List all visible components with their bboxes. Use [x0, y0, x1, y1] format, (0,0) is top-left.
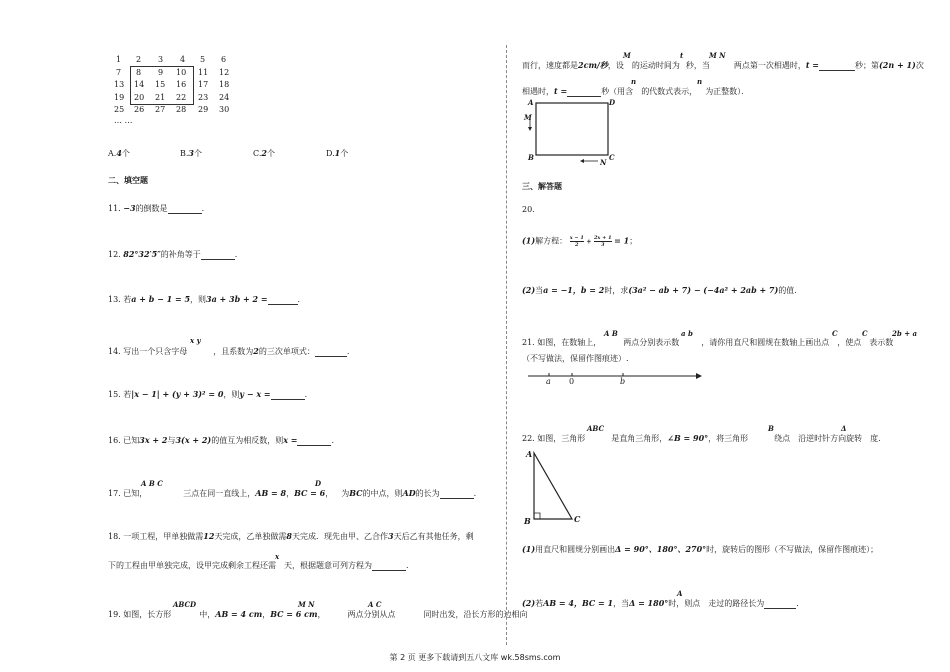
question-20: 20.	[522, 205, 535, 214]
q22-delta: Δ	[841, 424, 847, 433]
triangle-label-a: A	[526, 449, 533, 459]
fraction-1-denominator: 2	[575, 242, 579, 248]
q19r-n: n	[631, 77, 637, 86]
question-22: 22. 如图，三角形 是直角三角形，∠B = 90°，将三角形 绕点 沿逆时针方向旋转 度.	[522, 433, 881, 443]
column-divider	[506, 45, 507, 645]
rect-label-b: B	[528, 153, 534, 162]
grid-cell: 1	[116, 55, 122, 64]
question-20-part-2: (2)当a = −1，b = 2时，求(3a² − ab + 7) − (−4a² + 2ab + 7)的值.	[522, 285, 797, 295]
grid-ellipsis: … …	[114, 116, 133, 125]
q22-abc: ABC	[587, 424, 605, 433]
triangle-label-b: B	[524, 516, 531, 526]
question-19-cont-line-2: 相遇时，t = 秒（用含 的代数式表示， 为正整数）．	[522, 86, 750, 96]
triangle-label-c: C	[574, 514, 581, 524]
grid-cell: 9	[158, 68, 164, 77]
option-a: A.4个	[108, 148, 130, 158]
rect-label-a: A	[528, 98, 534, 107]
grid-cell: 29	[198, 105, 209, 114]
grid-cell: 7	[116, 68, 122, 77]
grid-cell: 16	[176, 80, 187, 89]
question-20-part-1: (1)解方程： $\frac{x - 1}{2}$ + $\frac{2x + 1}{3}$ = 1；	[522, 235, 638, 248]
grid-cell: 18	[219, 80, 230, 89]
q19-ac: A C	[368, 600, 382, 609]
grid-cell: 19	[114, 93, 125, 102]
q19-abcd: ABCD	[173, 600, 197, 609]
q21-c1: C	[832, 329, 838, 338]
question-22-part-1: (1)用直尺和圆规分别画出Δ = 90°、180°、270°时，旋转后的图形（不写做法，保留作图痕迹）；	[522, 544, 879, 554]
grid-cell: 10	[176, 68, 187, 77]
arrow-m-head	[528, 127, 532, 131]
grid-cell: 17	[198, 80, 209, 89]
rect-label-n: N	[600, 158, 607, 167]
grid-cell: 8	[136, 68, 142, 77]
question-19: 19. 如图，长方形 中，AB = 4 cm，BC = 6 cm， 两点分别从点 同时出发，沿长方形的边相向	[108, 609, 528, 619]
question-17: 17. 已知， 三点在同一直线上，AB = 8，BC = 6， 为BC的中点，则AD的长为 .	[108, 488, 477, 498]
number-line-label-0: 0	[569, 377, 575, 386]
grid-highlight-box	[130, 66, 194, 105]
grid-cell: 25	[114, 105, 125, 114]
q17-points: A B C	[141, 479, 163, 488]
number-line-arrow	[696, 373, 702, 379]
right-angle-mark	[534, 513, 540, 519]
answer-blank[interactable]	[168, 205, 202, 214]
q21-expr: 2b + a	[892, 329, 918, 338]
question-14: 14. 写出一个只含字母 ，且系数为2的三次单项式： .	[108, 346, 350, 356]
grid-cell: 6	[221, 55, 227, 64]
number-line	[524, 369, 704, 389]
answer-blank[interactable]	[315, 348, 347, 357]
grid-cell: 23	[198, 93, 209, 102]
grid-cell: 26	[134, 105, 145, 114]
grid-cell: 11	[198, 68, 209, 77]
question-18-line-1: 18. 一项工程，甲单独做需12天完成，乙单独做需8天完成．现先由甲、乙合作3天后乙有其他任务，剩	[108, 531, 474, 541]
number-line-label-a: a	[546, 377, 551, 386]
q21-ab: A B	[604, 329, 618, 338]
q14-vars: x y	[190, 336, 201, 345]
option-c: C.2个	[253, 148, 275, 158]
number-line-label-b: b	[620, 377, 626, 386]
rect-label-m: M	[524, 113, 532, 122]
rectangle-abcd-diagram	[522, 95, 622, 167]
question-22-part-2: (2)若AB = 4，BC = 1，当Δ = 180°时，则点 走过的路径长为 .	[522, 598, 799, 608]
q21-vars: a b	[681, 329, 693, 338]
option-d: D.1个	[326, 148, 349, 158]
grid-cell: 21	[155, 93, 166, 102]
triangle-abc	[534, 453, 572, 519]
section-title-answer: 三、解答题	[522, 182, 562, 191]
grid-cell: 4	[180, 55, 186, 64]
question-16: 16. 已知3x + 2与3(x + 2)的值互为相反数，则x = .	[108, 435, 335, 445]
rect-label-c: C	[609, 153, 615, 162]
q17-point-d: D	[315, 479, 322, 488]
grid-cell: 30	[219, 105, 230, 114]
section-title-fill-in: 二、填空题	[108, 176, 148, 185]
rect-label-d: D	[609, 98, 616, 107]
rectangle	[536, 103, 608, 155]
question-15: 15. 若|x − 1| + (y + 3)² = 0，则y − x = .	[108, 389, 308, 399]
grid-cell: 5	[200, 55, 206, 64]
answer-blank[interactable]	[764, 600, 796, 609]
q22-b: B	[768, 424, 774, 433]
grid-cell: 13	[114, 80, 125, 89]
question-21-line-2: （不写做法，保留作图痕迹）.	[522, 354, 629, 363]
answer-blank[interactable]	[271, 391, 305, 400]
question-11: 11. −3的倒数是 .	[108, 203, 205, 213]
answer-blank[interactable]	[201, 251, 235, 260]
arrow-n-head	[580, 159, 584, 163]
q21-c2: C	[862, 329, 868, 338]
q19r-t: t	[680, 51, 684, 60]
q19r-mn: M N	[709, 51, 726, 60]
grid-cell: 28	[176, 105, 187, 114]
grid-cell: 27	[155, 105, 166, 114]
grid-cell: 14	[134, 80, 145, 89]
page-footer: 第 2 页 更多下载请到五八文库 wk.58sms.com	[389, 653, 561, 662]
q19-mn: M N	[298, 600, 315, 609]
question-18-line-2: 下的工程由甲单独完成，设甲完成剩余工程还需 天，根据题意可列方程为 .	[108, 561, 409, 570]
option-b: B.3个	[180, 148, 202, 158]
grid-cell: 3	[158, 55, 164, 64]
fraction-2-numerator: 2x + 1	[593, 235, 612, 241]
question-21: 21. 如图，在数轴上， 两点分别表示数 ，请你用直尺和圆规在数轴上画出点 ，使点 表示数	[522, 338, 894, 347]
question-13: 13. 若a + b − 1 = 5，则3a + 3b + 2 = .	[108, 294, 301, 304]
answer-blank[interactable]	[372, 562, 406, 571]
grid-cell: 15	[155, 80, 166, 89]
q19r-n2: n	[697, 77, 703, 86]
q19r-m: M	[623, 51, 631, 60]
answer-blank[interactable]	[268, 296, 298, 305]
grid-cell: 12	[219, 68, 230, 77]
question-19-cont-line-1: 而行，速度都是2cm/秒，设 的运动时间为 秒，当 两点第一次相遇时，t = 秒；第(2n + 1)次	[522, 60, 924, 70]
q22-part2-a: A	[677, 589, 683, 598]
question-12: 12. 82°32′5″的补角等于 .	[108, 249, 238, 259]
fraction-2-denominator: 3	[601, 242, 605, 248]
q18-var-x: x	[275, 552, 280, 561]
grid-cell: 2	[136, 55, 142, 64]
grid-cell: 24	[219, 93, 230, 102]
grid-cell: 22	[176, 93, 187, 102]
answer-blank[interactable]	[297, 437, 331, 446]
answer-blank[interactable]	[819, 62, 855, 71]
grid-cell: 20	[134, 93, 145, 102]
answer-blank[interactable]	[440, 490, 474, 499]
fraction-1-numerator: x − 1	[569, 235, 584, 241]
